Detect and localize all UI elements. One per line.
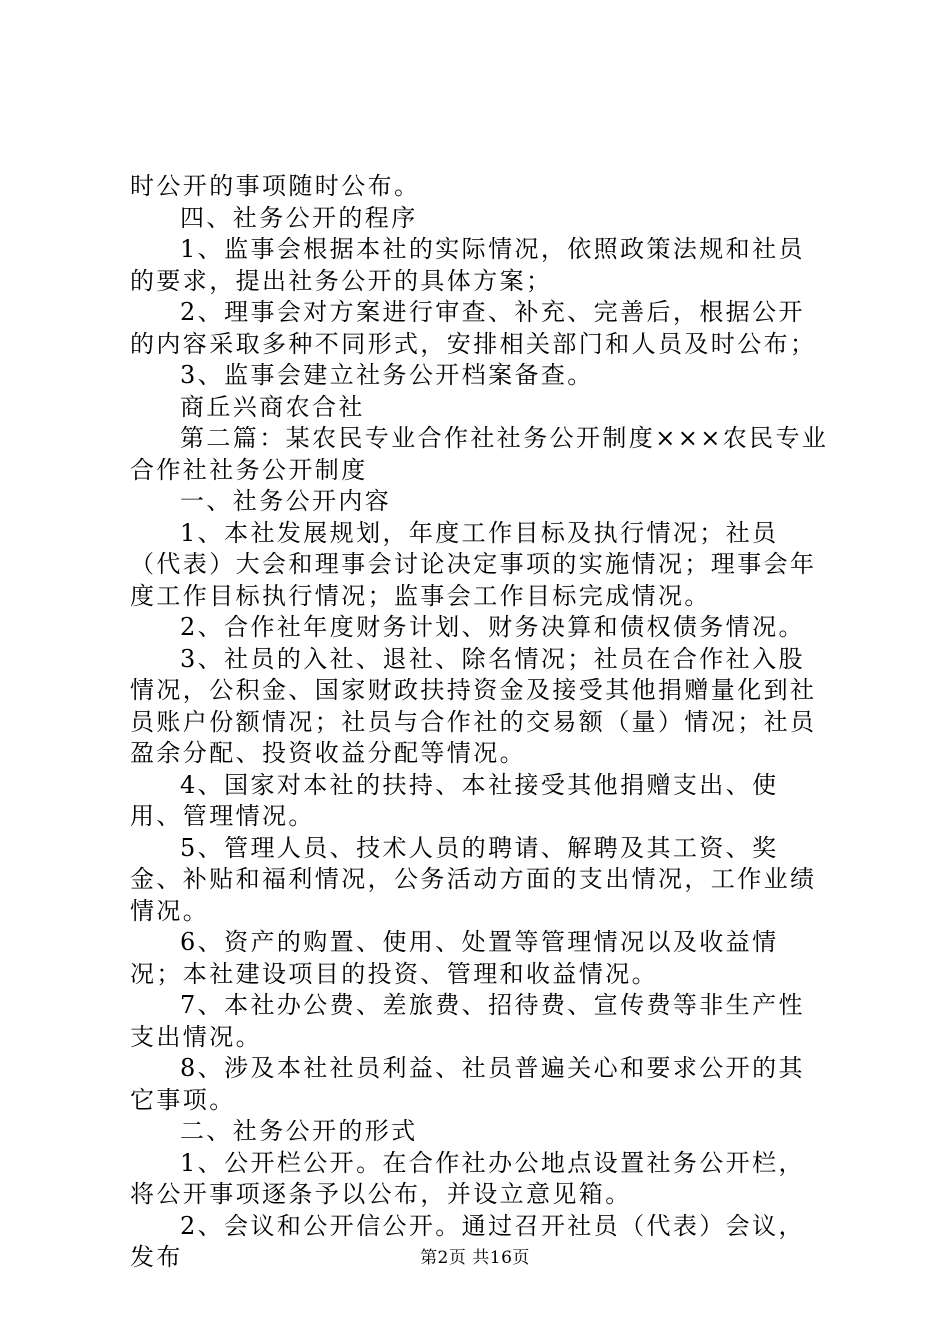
paragraph-content-3: 3、社员的入社、退社、除名情况；社员在合作社入股情况，公积金、国家财政扶持资金及接受其他捐赠量化到社员账户份额情况；社员与合作社的交易额（量）情况；社员盈余分配、投资收益分配等情况。 — [130, 644, 817, 767]
paragraph-content-2: 2、合作社年度财务计划、财务决算和债权债务情况。 — [180, 613, 805, 641]
section-heading-procedure: 四、社务公开的程序 — [180, 203, 418, 232]
paragraph-content-5: 5、管理人员、技术人员的聘请、解聘及其工资、奖金、补贴和福利情况，公务活动方面的支出情况，工作业绩情况。 — [130, 833, 817, 925]
paragraph-content-6: 6、资产的购置、使用、处置等管理情况以及收益情况；本社建设项目的投资、管理和收益情况。 — [130, 928, 779, 988]
section-heading-forms: 二、社务公开的形式 — [180, 1117, 418, 1145]
paragraph-procedure-3: 3、监事会建立社务公开档案备查。 — [180, 361, 594, 389]
paragraph-procedure-2: 2、理事会对方案进行审查、补充、完善后，根据公开的内容采取多种不同形式，安排相关部门和人员及时公布； — [130, 298, 817, 358]
paragraph-content-1: 1、本社发展规划，年度工作目标及执行情况；社员（代表）大会和理事会讨论决定事项的实施情况；理事会年度工作目标执行情况；监事会工作目标完成情况。 — [130, 518, 817, 610]
section-heading-content: 一、社务公开内容 — [180, 487, 392, 515]
organization-signature: 商丘兴商农合社 — [180, 392, 365, 421]
paragraph-content-7: 7、本社办公费、差旅费、招待费、宣传费等非生产性支出情况。 — [130, 991, 805, 1051]
paragraph-content-8: 8、涉及本社社员利益、社员普遍关心和要求公开的其它事项。 — [130, 1054, 805, 1114]
chapter-title: 第二篇：某农民专业合作社社务公开制度×××农民专业合作社社务公开制度 — [130, 424, 829, 484]
paragraph-forms-2: 2、会议和公开信公开。通过召开社员（代表）会议，发布 — [130, 1211, 805, 1271]
paragraph-procedure-1: 1、监事会根据本社的实际情况，依照政策法规和社员的要求，提出社务公开的具体方案； — [130, 235, 805, 295]
paragraph-content-4: 4、国家对本社的扶持、本社接受其他捐赠支出、使用、管理情况。 — [130, 770, 779, 830]
paragraph-continuation: 时公开的事项随时公布。 — [130, 172, 421, 200]
paragraph-forms-1: 1、公开栏公开。在合作社办公地点设置社务公开栏，将公开事项逐条予以公布，并设立意见箱。 — [130, 1148, 805, 1208]
page-number-footer: 第2页 共16页 — [420, 1248, 530, 1268]
document-body — [130, 171, 830, 1274]
